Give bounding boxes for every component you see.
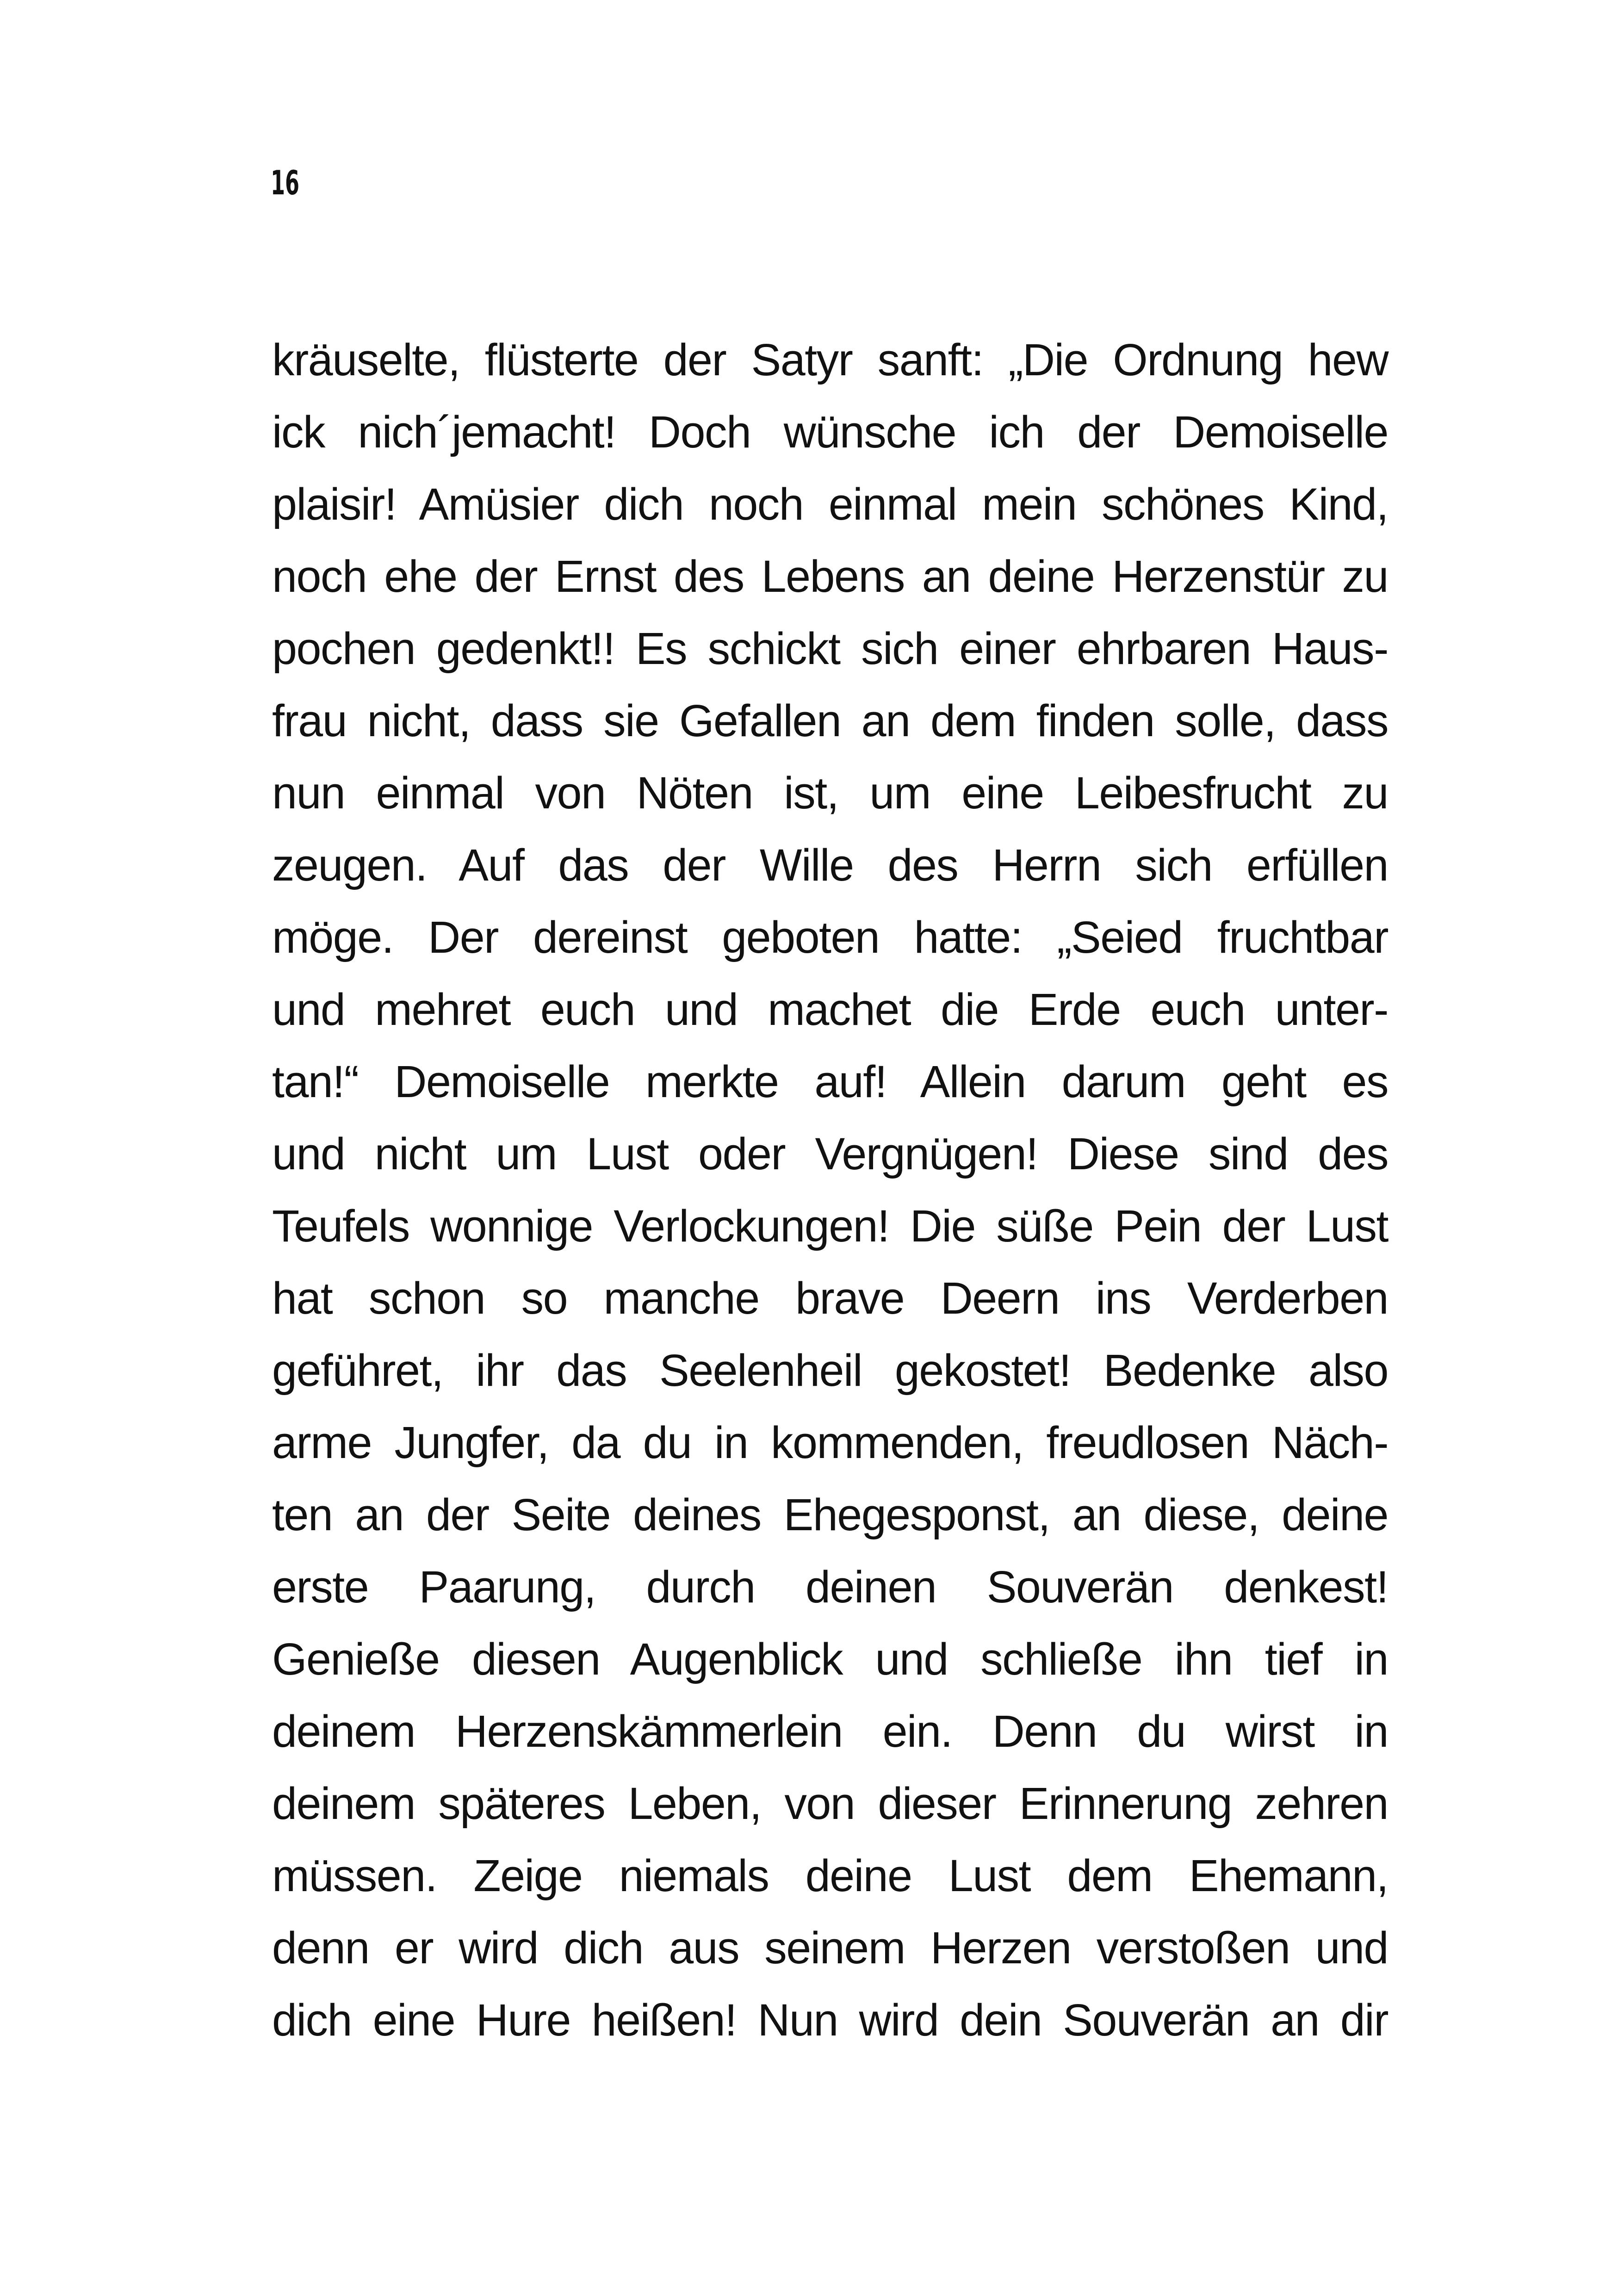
text-line: tan!“ Demoiselle merkte auf! Allein darum geht es (272, 1056, 1388, 1107)
text-line: plaisir! Amüsier dich noch einmal mein schönes Kind, (272, 479, 1388, 529)
text-line: noch ehe der Ernst des Lebens an deine Herzenstür zu (272, 551, 1388, 602)
text-line: hat schon so manche brave Deern ins Verderben (272, 1273, 1388, 1323)
page-number: 16 (271, 163, 300, 202)
text-line: Teufels wonnige Verlockungen! Die süße Pein der Lust (272, 1201, 1388, 1251)
text-line: dich eine Hure heißen! Nun wird dein Souverän an dir (272, 1995, 1388, 2045)
text-line: pochen gedenkt!! Es schickt sich einer ehrbaren Haus- (272, 623, 1388, 674)
text-line: kräuselte, flüsterte der Satyr sanft: „Die Ordnung hew (272, 335, 1388, 385)
text-line: denn er wird dich aus seinem Herzen verstoßen und (272, 1923, 1388, 1973)
text-line: deinem späteres Leben, von dieser Erinnerung zehren (272, 1778, 1388, 1829)
body-text (272, 324, 1388, 2056)
text-line: und nicht um Lust oder Vergnügen! Diese sind des (272, 1129, 1388, 1179)
text-line: geführet, ihr das Seelenheil gekostet! Bedenke also (272, 1345, 1388, 1396)
text-line: und mehret euch und machet die Erde euch unter- (272, 984, 1388, 1035)
text-line: erste Paarung, durch deinen Souverän denkest! (272, 1562, 1388, 1612)
text-line: möge. Der dereinst geboten hatte: „Seied fruchtbar (272, 912, 1388, 962)
text-line: ten an der Seite deines Ehegesponst, an diese, deine (272, 1489, 1388, 1540)
text-line: deinem Herzenskämmerlein ein. Denn du wirst in (272, 1706, 1388, 1756)
text-line: nun einmal von Nöten ist, um eine Leibesfrucht zu (272, 768, 1388, 818)
text-line: müssen. Zeige niemals deine Lust dem Ehemann, (272, 1850, 1388, 1901)
text-line: zeugen. Auf das der Wille des Herrn sich erfüllen (272, 840, 1388, 890)
text-line: Genieße diesen Augenblick und schließe ihn tief in (272, 1634, 1388, 1684)
text-line: frau nicht, dass sie Gefallen an dem finden solle, dass (272, 695, 1388, 746)
text-line: arme Jungfer, da du in kommenden, freudlosen Näch- (272, 1417, 1388, 1468)
text-line: ick nich´jemacht! Doch wünsche ich der Demoiselle (272, 407, 1388, 457)
